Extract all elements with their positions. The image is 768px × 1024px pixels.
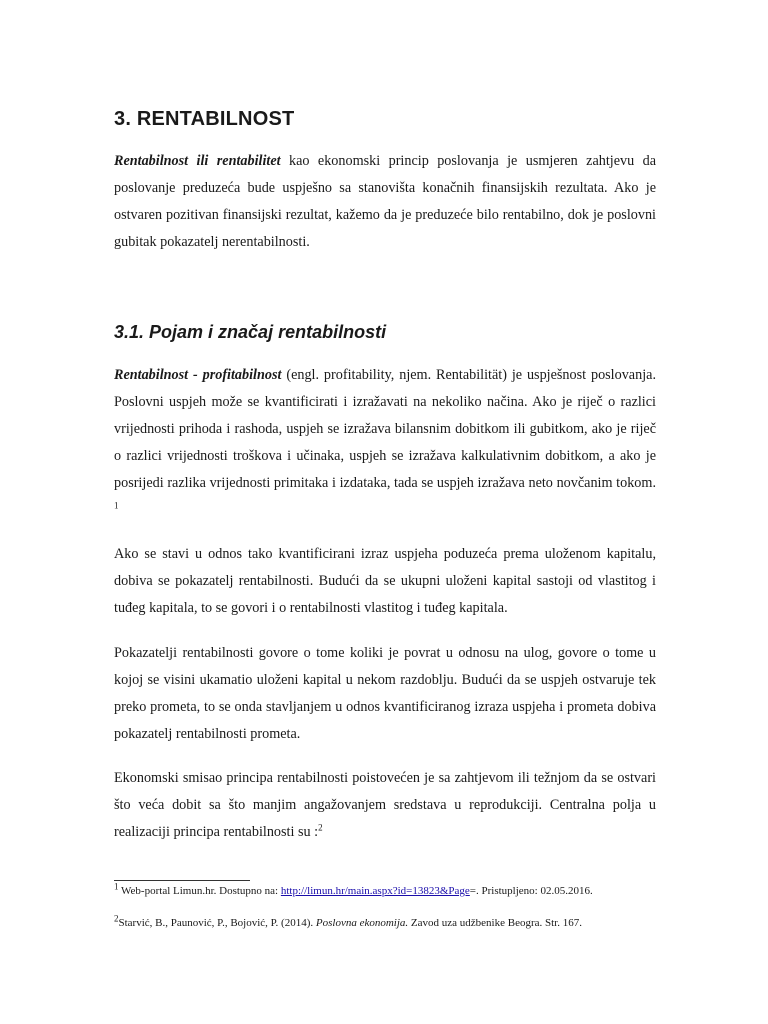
footnote-2 — [114, 913, 659, 931]
paragraph-1-text: (engl. profitability, njem. Rentabilität) je uspješnost poslovanja. Poslovni uspjeh može se kvantificirati i izražavati na nekoliko načina. Ako je riječ o razlici vrijednosti prihoda i rashoda, uspjeh se izražava bilansnim dobitkom ili gubitkom, ako je riječ o razlici vrijednosti troškova i učinaka, uspjeh se izražava kalkulativnim dobitkom, a ako je posrijedi razlika vrijednosti primitaka i izdataka, tada se uspjeh izražava neto novčanim tokom. — [114, 367, 656, 491]
intro-paragraph — [114, 148, 656, 256]
intro-text: kao ekonomski princip poslovanja je usmjeren zahtjevu da poslovanje preduzeća bude uspješno sa stanovišta konačnih finansijskih rezultata. Ako je ostvaren pozitivan finansijski rezultat, kažemo da je preduzeće bilo rentabilno, dok je poslovni gubitak pokazatelj nerentabilnosti. — [114, 153, 657, 250]
footnote-1 — [114, 881, 659, 899]
footnote-1-after: =. Pristupljeno: 02.05.2016. — [469, 885, 593, 897]
footnote-2-title: Poslovna ekonomija. — [315, 917, 409, 929]
footnote-2-after: Zavod uza udžbenike Beogra. Str. 167. — [408, 917, 582, 929]
footnote-1-text: Web-portal Limun.hr. Dostupno na: — [118, 885, 281, 897]
footnote-1-mark: 1 — [114, 881, 119, 892]
footnote-2-mark: 2 — [114, 913, 119, 924]
paragraph-1-lead: Rentabilnost - profitabilnost — [114, 367, 282, 383]
paragraph-3: Pokazatelji rentabilnosti govore o tome koliki je povrat u odnosu na ulog, govore o tome u kojoj se visini ukamatio uloženi kapital u nekom razdoblju. Budući da se uspjeh ostvaruje tek preko prometa, to se onda stavljanjem u odnos kvantificiranog izraza uspjeha i prometa dobiva pokazatelj rentabilnosti prometa. — [114, 645, 656, 742]
paragraph-4-text: Ekonomski smisao principa rentabilnosti poistovećen je sa zahtjevom ili težnjom da se ostvari što veća dobit sa što manjim angažovanjem sredstava u reprodukciji. Centralna polja u realizaciji principa rentabilnosti su : — [114, 770, 656, 840]
paragraph-4 — [114, 765, 656, 846]
paragraph-2: Ako se stavi u odnos tako kvantificirani izraz uspjeha poduzeća prema uloženom kapitalu, dobiva se pokazatelj rentabilnosti. Budući da se ukupni uloženi kapital sastoji od vlastitog i tuđeg kapitala, to se govori i o rentabilnosti vlastitog i tuđeg kapitala. — [114, 546, 656, 616]
footnote-divider — [114, 880, 250, 881]
chapter-title: 3. RENTABILNOST — [114, 108, 295, 130]
paragraph-1 — [114, 362, 656, 524]
footnote-ref-1[interactable]: 1 — [114, 500, 119, 511]
intro-lead: Rentabilnost ili rentabilitet — [114, 153, 281, 169]
footnote-1-link[interactable]: http://limun.hr/main.aspx?id=13823&Page — [280, 885, 470, 897]
footnote-ref-2[interactable]: 2 — [318, 822, 323, 833]
footnote-2-text: Starvić, B., Paunović, P., Bojović, P. (2014). — [118, 917, 316, 929]
section-title: 3.1. Pojam i značaj rentabilnosti — [114, 322, 387, 342]
